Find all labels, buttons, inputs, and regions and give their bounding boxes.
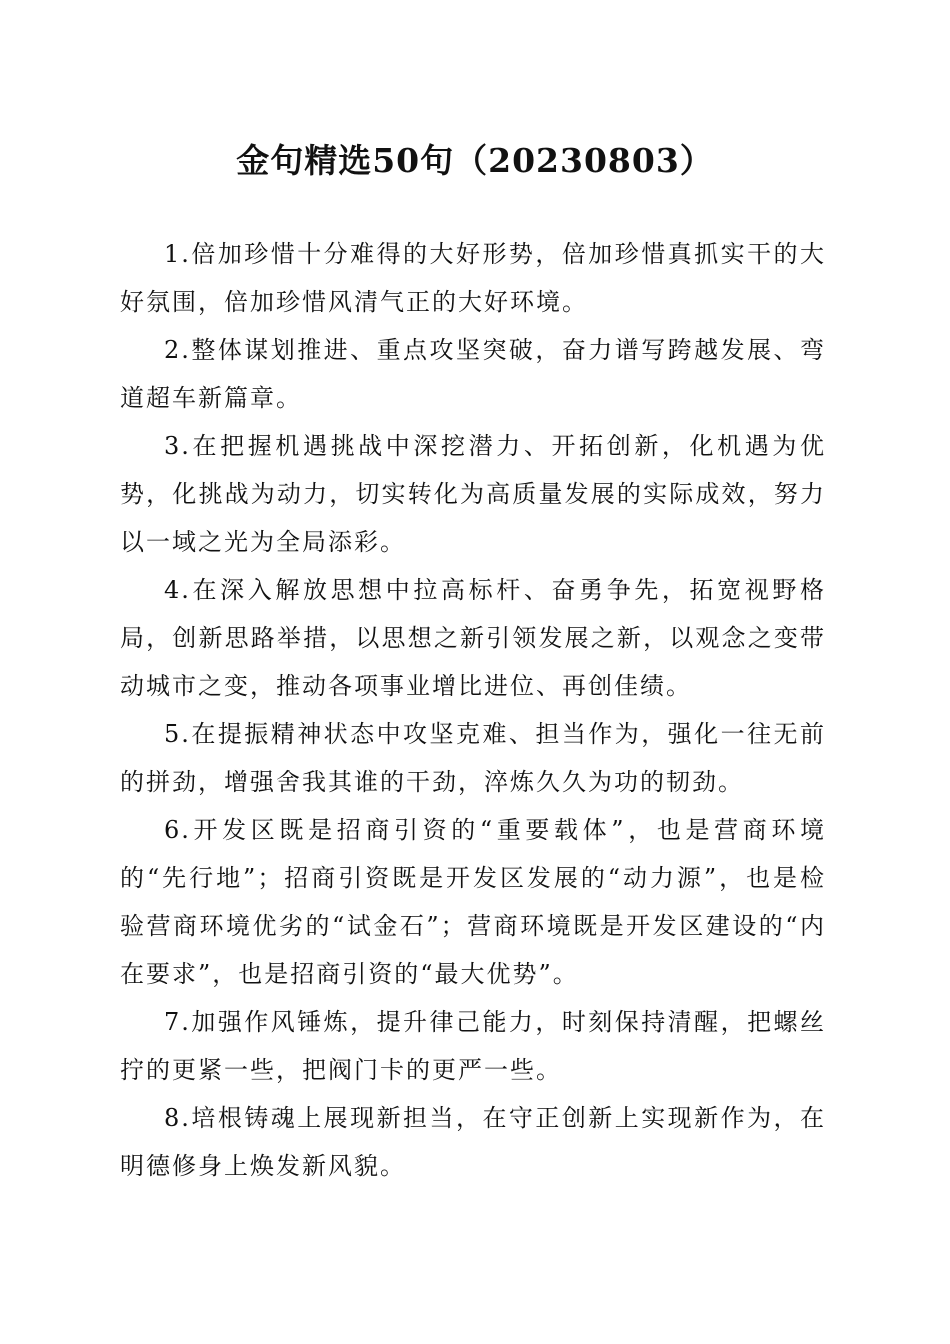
paragraph-2: 2.整体谋划推进、重点攻坚突破，奋力谱写跨越发展、弯道超车新篇章。 bbox=[120, 336, 826, 412]
paragraph-8: 8.培根铸魂上展现新担当，在守正创新上实现新作为，在明德修身上焕发新风貌。 bbox=[120, 1104, 826, 1180]
document-body bbox=[120, 230, 826, 1190]
paragraph-4: 4.在深入解放思想中拉高标杆、奋勇争先，拓宽视野格局，创新思路举措，以思想之新引领发展之新，以观念之变带动城市之变，推动各项事业增比进位、再创佳绩。 bbox=[120, 576, 826, 700]
paragraph-1: 1.倍加珍惜十分难得的大好形势，倍加珍惜真抓实干的大好氛围，倍加珍惜风清气正的大好环境。 bbox=[120, 240, 826, 316]
paragraph-3: 3.在把握机遇挑战中深挖潜力、开拓创新，化机遇为优势，化挑战为动力，切实转化为高质量发展的实际成效，努力以一域之光为全局添彩。 bbox=[120, 432, 826, 556]
document-title: 金句精选50句（20230803） bbox=[236, 141, 714, 180]
paragraph-6: 6.开发区既是招商引资的“重要载体”，也是营商环境的“先行地”；招商引资既是开发区发展的“动力源”，也是检验营商环境优劣的“试金石”；营商环境既是开发区建设的“内在要求”，也是招商引资的“最大优势”。 bbox=[120, 816, 826, 988]
paragraph-5: 5.在提振精神状态中攻坚克难、担当作为，强化一往无前的拼劲，增强舍我其谁的干劲，淬炼久久为功的韧劲。 bbox=[120, 720, 826, 796]
paragraph-7: 7.加强作风锤炼，提升律己能力，时刻保持清醒，把螺丝拧的更紧一些，把阀门卡的更严一些。 bbox=[120, 1008, 826, 1084]
